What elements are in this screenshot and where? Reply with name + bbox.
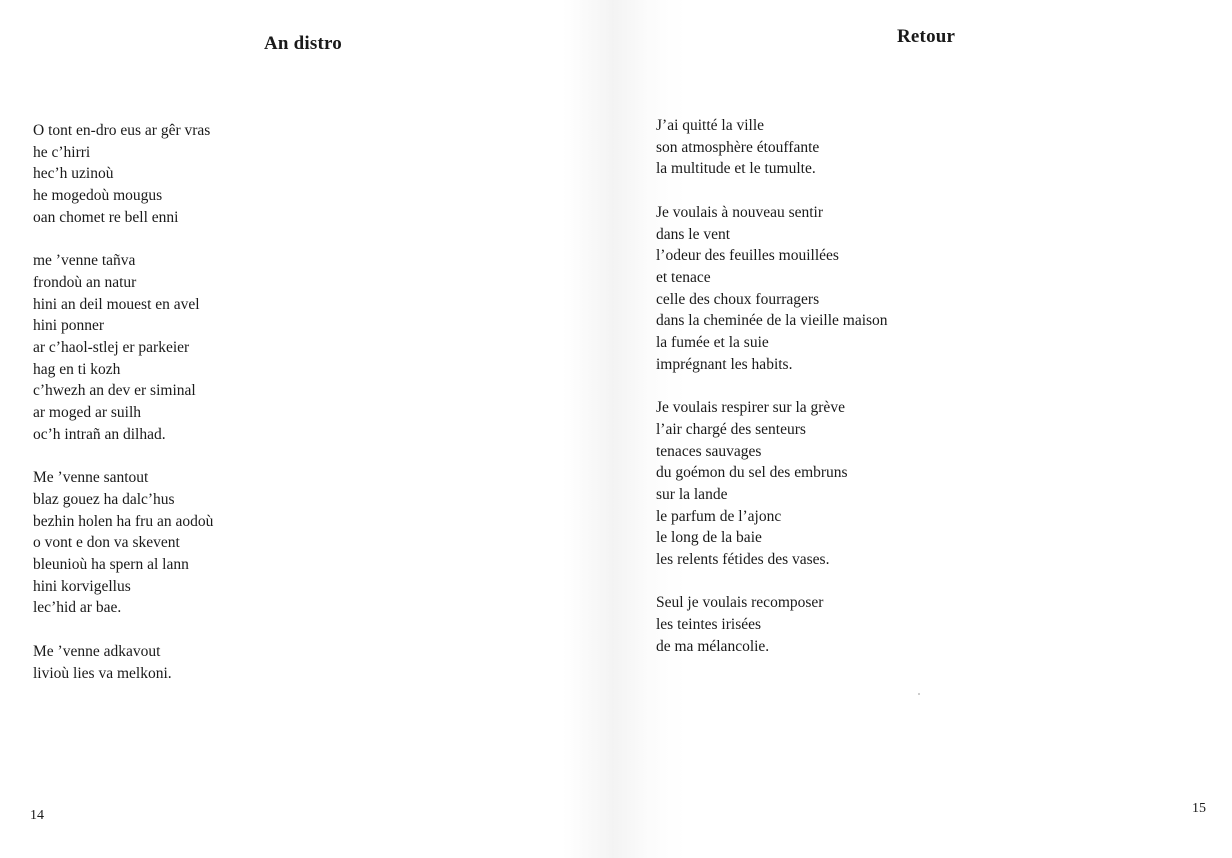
poem-line: le parfum de l’ajonc: [656, 507, 782, 525]
poem-line: sur la lande: [656, 485, 728, 503]
poem-line: tenaces sauvages: [656, 442, 762, 460]
poem-line: dans la cheminée de la vieille maison: [656, 312, 888, 330]
poem-line: du goémon du sel des embruns: [656, 464, 848, 482]
poem-line: he c’hirri: [33, 143, 91, 161]
stanza: [33, 250, 213, 445]
poem-line: J’ai quitté la ville: [656, 117, 765, 134]
poem-line: me ’venne tañva: [33, 252, 136, 270]
poem-line: c’hwezh an dev er siminal: [33, 382, 196, 400]
page-number-right: 15: [1192, 801, 1206, 816]
poem-line: dans le vent: [656, 225, 731, 243]
poem-line: son atmosphère étouffante: [656, 138, 820, 156]
poem-line: ar c’haol-stlej er parkeier: [33, 339, 190, 357]
poem-line: hini korvigellus: [33, 577, 131, 595]
right-page-title: Retour: [897, 26, 956, 47]
french-poem: [656, 115, 888, 658]
poem-line: livioù lies va melkoni.: [33, 664, 172, 682]
stanza: [656, 115, 888, 180]
poem-line: l’air chargé des senteurs: [656, 420, 806, 438]
poem-line: Me ’venne santout: [33, 469, 149, 487]
left-page-title: An distro: [264, 33, 342, 54]
stanza: [33, 641, 213, 684]
poem-line: de ma mélancolie.: [656, 637, 770, 655]
poem-line: ar moged ar suilh: [33, 404, 142, 422]
poem-line: oan chomet re bell enni: [33, 208, 179, 226]
poem-line: hag en ti kozh: [33, 360, 121, 378]
poem-line: les relents fétides des vases.: [656, 551, 830, 569]
poem-line: bleunioù ha spern al lann: [33, 556, 189, 574]
left-page: [0, 0, 612, 858]
poem-line: l’odeur des feuilles mouillées: [656, 247, 839, 265]
right-page: [612, 0, 1232, 858]
stanza: [656, 397, 888, 571]
poem-line: O tont en-dro eus ar gêr vras: [33, 122, 211, 139]
poem-line: blaz gouez ha dalc’hus: [33, 490, 175, 508]
poem-line: Je voulais à nouveau sentir: [656, 203, 824, 221]
poem-line: lec’hid ar bae.: [33, 599, 122, 617]
poem-line: celle des choux fourragers: [656, 290, 820, 308]
poem-line: hini ponner: [33, 317, 105, 335]
poem-line: Me ’venne adkavout: [33, 642, 161, 660]
poem-line: le long de la baie: [656, 529, 762, 547]
page-number-left: 14: [30, 808, 44, 823]
poem-line: hec’h uzinoù: [33, 165, 114, 183]
poem-line: la multitude et le tumulte.: [656, 160, 816, 178]
poem-line: et tenace: [656, 268, 711, 286]
poem-line: la fumée et la suie: [656, 334, 769, 352]
poem-line: hini an deil mouest en avel: [33, 295, 200, 313]
poem-line: oc’h intrañ an dilhad.: [33, 425, 166, 443]
stanza: [656, 592, 888, 657]
poem-line: bezhin holen ha fru an aodoù: [33, 512, 214, 530]
breton-poem: [33, 120, 213, 684]
stanza: [33, 467, 213, 619]
poem-line: imprégnant les habits.: [656, 355, 793, 373]
stanza: [656, 202, 888, 376]
poem-line: Je voulais respirer sur la grève: [656, 399, 845, 417]
paper-speck: [918, 693, 920, 695]
poem-line: he mogedoù mougus: [33, 187, 163, 205]
poem-line: les teintes irisées: [656, 616, 762, 634]
poem-line: frondoù an natur: [33, 273, 137, 291]
poem-line: Seul je voulais recomposer: [656, 594, 824, 612]
stanza: [33, 120, 213, 229]
poem-line: o vont e don va skevent: [33, 534, 180, 552]
